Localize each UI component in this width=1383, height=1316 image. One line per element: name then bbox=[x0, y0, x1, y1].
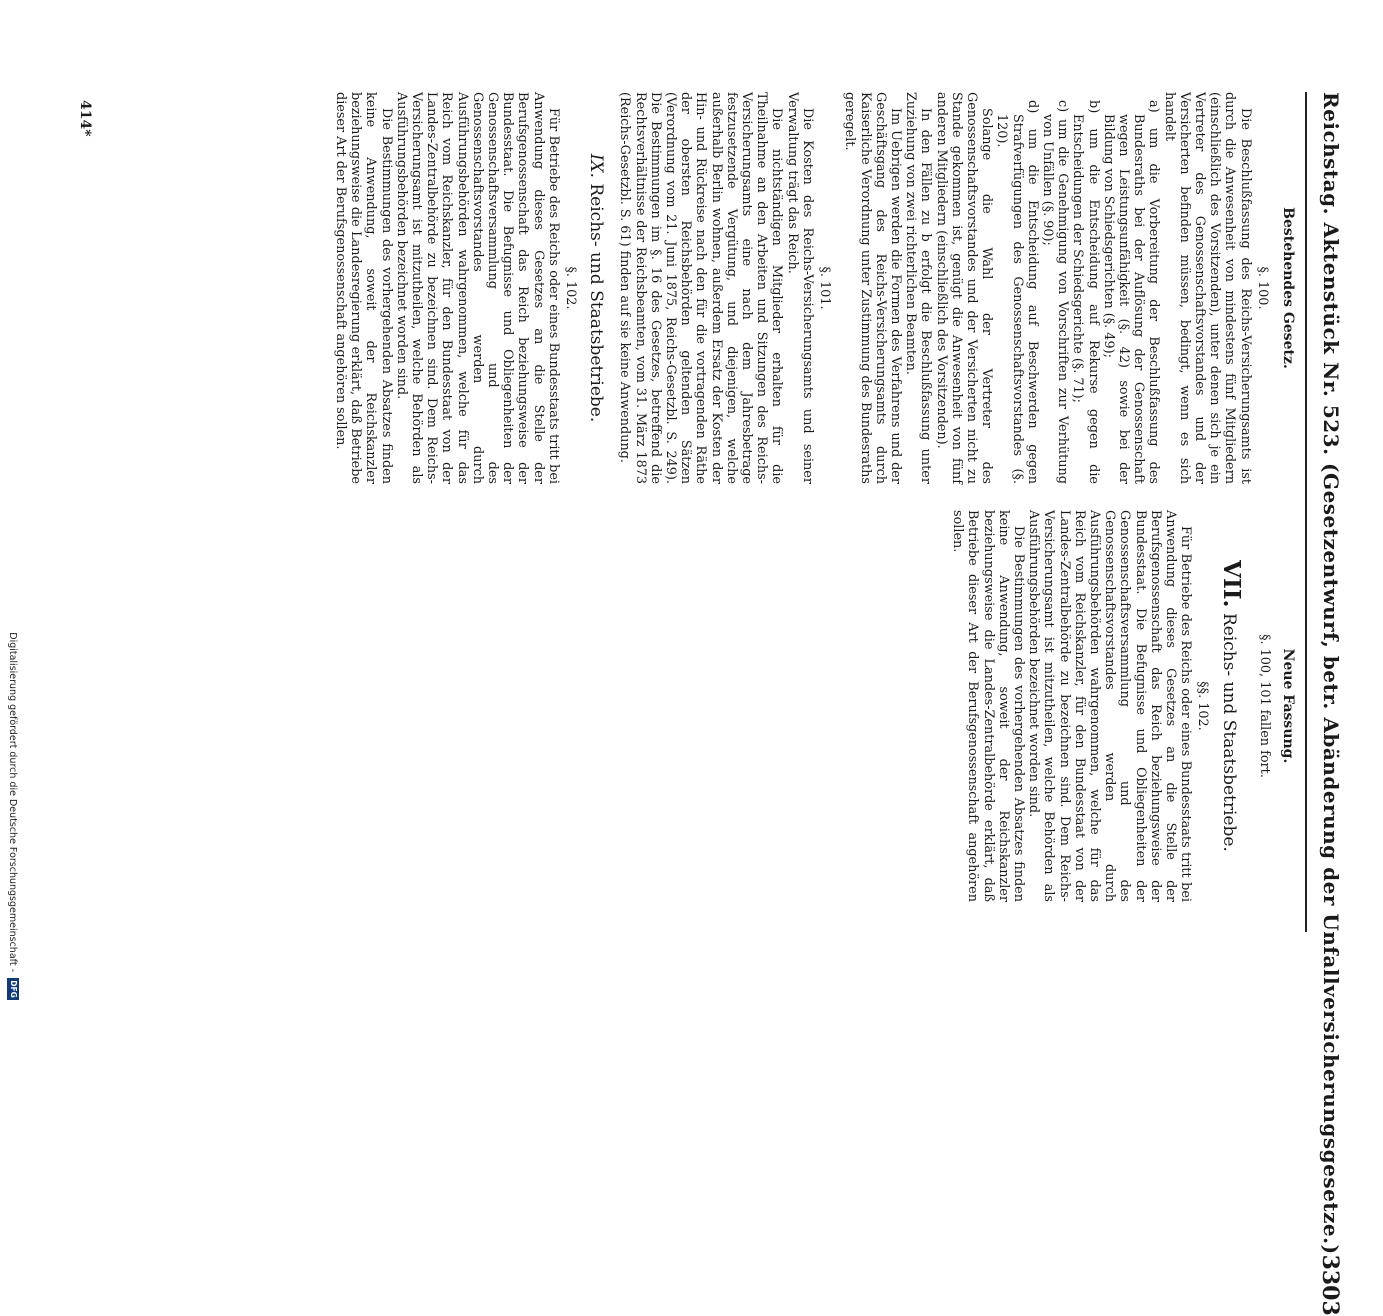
section-101-paragraph-2: Die nichtständigen Mitglieder erhalten für die Theilnahme an den Arbeiten und Sitzungen des Reichs-Versicherungsamts eine nach dem Jahresbetrage festzusetzende Vergütung, und diejenigen, welche außerhalb Berlin wohnen, außerdem Ersatz der Kosten der Hin- und Rückreise nach den für die vortragenden Räthe der obersten Reichsbehörden geltenden Sätzen (Verordnung vom 21. Juni 1875, Reichs-Gesetzbl. S. 249). Die Bestimmungen im §. 16 des Gesetzes, betreffend die Rechtsverhältnisse der Reichsbeamten, vom 31. März 1873 (Reichs-Gesetzbl. S. 61) finden auf sie keine Anwendung. bbox=[617, 92, 785, 484]
section-vii-heading bbox=[1217, 510, 1245, 902]
page-number: 3303 bbox=[1317, 1254, 1343, 1316]
section-102-paragraph-1-old: Für Betriebe des Reichs oder eines Bundesstaats tritt bei Anwendung dieses Gesetzes an die Stelle der Berufsgenossenschaft das Reich beziehungsweise der Bundesstaat. Die Befugnisse und Obliegenheiten der Genossenschaftsversammlung und des Genossenschaftsvorstandes werden durch Ausführungsbehörden wahrgenommen, welche für das Reich vom Reichskanzler, für den Bundesstaat von der Landes-Zentralbehörde zu bezeichnen sind. Dem Reichs-Versicherungsamt ist mitzutheilen, welche Behörden als Ausführungsbehörden bezeichnet worden sind. bbox=[393, 92, 561, 484]
section-100-item-d: d) um die Entscheidung auf Beschwerden gegen Strafverfügungen des Genossenschaftsvorstandes (§. 120). bbox=[994, 100, 1040, 484]
header-rule bbox=[1305, 92, 1307, 932]
right-column bbox=[950, 510, 1297, 902]
section-102-paragraph-1-new: Für Betriebe des Reichs oder eines Bundesstaats tritt bei Anwendung dieses Gesetzes an die Stelle der Berufsgenossenschaft das Reich beziehungsweise der Bundesstaat. Die Befugnisse und Obliegenheiten der Genossenschaftsversammlung und des Genossenschaftsvorstandes werden durch Ausführungsbehörden wahrgenommen, welche für das Reich vom Reichskanzler, für den Bundesstaat von der Landes-Zentralbehörde zu bezeichnen sind. Dem Reichs-Versicherungsamt ist mitzutheilen, welche Behörden als Ausführungsbehörden bezeichnet worden sind. bbox=[1026, 510, 1194, 902]
page-header bbox=[1303, 92, 1343, 1316]
right-column-heading: Neue Fassung. bbox=[1280, 648, 1296, 764]
section-ix-heading bbox=[586, 92, 607, 484]
section-101-title: §. 101. bbox=[817, 266, 833, 310]
digitization-footer bbox=[3, 0, 23, 1000]
section-ix-title: Reichs- und Staatsbetriebe. bbox=[586, 183, 607, 423]
left-column-heading: Bestehendes Gesetz. bbox=[1280, 207, 1296, 369]
section-ix-number: IX. bbox=[586, 153, 607, 178]
section-100-item-c: c) um die Genehmigung von Vorschriften zur Verhütung von Unfällen (§. 90); bbox=[1039, 100, 1071, 484]
sheet-signature: 414* bbox=[77, 100, 93, 137]
section-vii-title: Reichs- und Staatsbetriebe. bbox=[1218, 612, 1239, 852]
section-102-title-new: §§. 102. bbox=[1195, 681, 1211, 731]
section-100-paragraph-4: Im Uebrigen werden die Formen des Verfahrens und der Geschäftsgang des Reichs-Versicherungsamts durch Kaiserliche Verordnung unter Zustimmung des Bundesraths geregelt. bbox=[842, 92, 903, 484]
section-100-paragraph-2: Solange die Wahl der Vertreter des Genossenschaftsvorstandes und der Versicherten nicht zu Stande gekommen ist, genügt die Anwesenheit von fünf anderen Mitgliedern (einschließlich des Vorsitzenden). bbox=[933, 92, 995, 484]
right-column-intro: §. 100, 101 fallen fort. bbox=[1256, 634, 1272, 778]
section-100-item-a: a) um die Vorbereitung der Beschlußfassung des Bundesraths bei der Auflösung der Genossenschaft wegen Leistungsunfähigkeit (§. 42) sowie bei der Bildung von Schiedsgerichten (§. 49); bbox=[1100, 100, 1162, 484]
section-100-title: §. 100. bbox=[1254, 266, 1270, 310]
dfg-logo: DFG bbox=[7, 978, 19, 1000]
section-100-paragraph-3: In den Fällen zu b erfolgt die Beschlußfassung unter Zuziehung von zwei richterlichen Beamten. bbox=[903, 92, 934, 484]
header-title: Reichstag. Aktenstück Nr. 523. (Gesetzentwurf, betr. Abänderung der Unfallversicherungsgesetze.) bbox=[1319, 92, 1343, 1255]
section-102-paragraph-2-old: Die Bestimmungen des vorhergehenden Absatzes finden keine Anwendung, soweit der Reichskanzler beziehungsweise die Landesregierung erklärt, daß Betriebe dieser Art der Berufsgenossenschaft angehören sollen. bbox=[333, 92, 394, 484]
section-101-paragraph-1: Die Kosten des Reichs-Versicherungsamts und seiner Verwaltung trägt das Reich. bbox=[784, 92, 815, 484]
footer-text: Digitalisierung gefördert durch die Deutsche Forschungsgemeinschaft - bbox=[7, 632, 19, 972]
left-column bbox=[333, 92, 1297, 484]
section-100-item-b: b) um die Entscheidung auf Rekurse gegen die Entscheidungen der Schiedsgerichte (§. 71); bbox=[1070, 100, 1101, 484]
section-102-title-old: §. 102. bbox=[563, 266, 579, 310]
section-vii-number: VII. bbox=[1217, 560, 1245, 608]
section-102-paragraph-2-new: Die Bestimmungen des vorhergehenden Absatzes finden keine Anwendung, soweit der Reichskanzler beziehungsweise die Landes-Zentralbehörde erklärt, daß Betriebe dieser Art der Berufsgenossenschaft angehören sollen. bbox=[950, 510, 1026, 902]
section-100-intro: Die Beschlußfassung des Reichs-Versicherungsamts ist durch die Anwesenheit von mindestens fünf Mitgliedern (einschließlich des Vorsitzenden), unter denen sich je ein Vertreter des Genossenschaftsvorstandes und der Versicherten befinden müssen, bedingt, wenn es sich handelt bbox=[1161, 92, 1253, 484]
